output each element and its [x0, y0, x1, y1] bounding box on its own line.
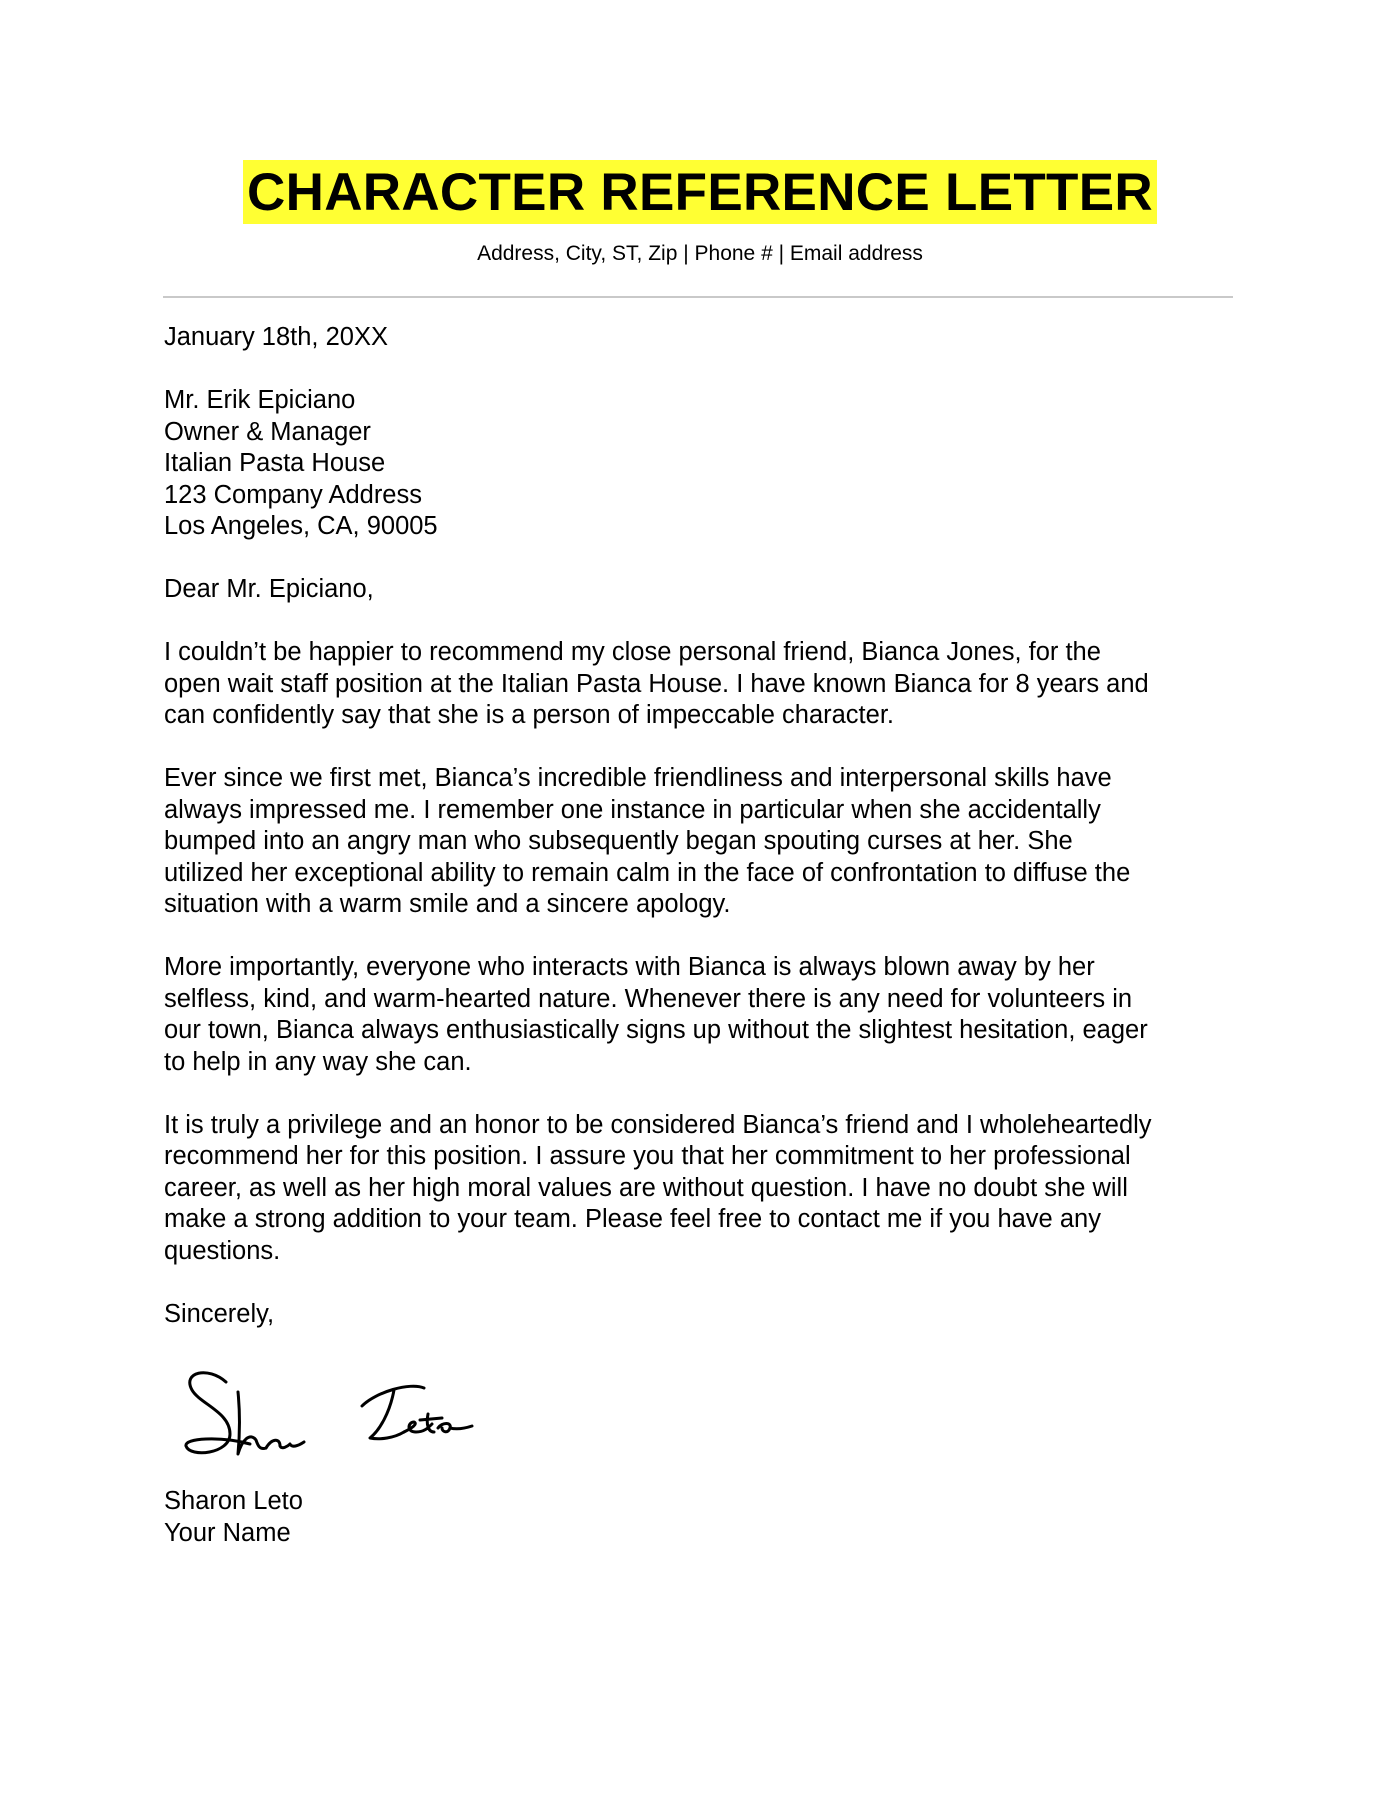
closing: Sincerely, [164, 1299, 275, 1328]
recipient-name: Mr. Erik Epiciano [164, 386, 356, 414]
recipient-company: Italian Pasta House [164, 449, 386, 477]
paragraph-line: can confidently say that she is a person of impeccable character. [164, 701, 894, 729]
paragraph-line: make a strong addition to your team. Please feel free to contact me if you have any [164, 1205, 1101, 1233]
signer-label: Your Name [164, 1518, 291, 1547]
paragraph-line: I couldn’t be happier to recommend my close personal friend, Bianca Jones, for the [164, 638, 1101, 666]
letter-body [164, 322, 1244, 1362]
recipient-block [164, 385, 1244, 543]
paragraph-4 [164, 1110, 1244, 1268]
signer-name: Sharon Leto [164, 1487, 303, 1515]
paragraph-line: our town, Bianca always enthusiastically signs up without the slightest hesitation, eager [164, 1016, 1148, 1044]
date-line: January 18th, 20XX [164, 323, 388, 351]
paragraph-2 [164, 763, 1244, 921]
paragraph-1 [164, 637, 1244, 732]
letter-title: CHARACTER REFERENCE LETTER [243, 160, 1157, 224]
header-divider [163, 296, 1233, 298]
paragraph-line: open wait staff position at the Italian Pasta House. I have known Bianca for 8 years and [164, 669, 1149, 698]
paragraph-line: It is truly a privilege and an honor to be considered Bianca’s friend and I wholeheartedly [164, 1110, 1152, 1139]
handwritten-signature [180, 1362, 500, 1472]
paragraph-line: to help in any way she can. [164, 1047, 472, 1076]
paragraph-line: bumped into an angry man who subsequently began spouting curses at her. She [164, 827, 1073, 855]
title-container [0, 160, 1400, 224]
recipient-city: Los Angeles, CA, 90005 [164, 512, 438, 540]
paragraph-line: questions. [164, 1236, 281, 1265]
paragraph-3 [164, 952, 1244, 1078]
contact-line: Address, City, ST, Zip | Phone # | Email address [477, 242, 923, 265]
signer-block [164, 1486, 303, 1549]
paragraph-line: recommend her for this position. I assure you that her commitment to her professional [164, 1142, 1131, 1170]
paragraph-line: career, as well as her high moral values are without question. I have no doubt she will [164, 1173, 1128, 1202]
paragraph-line: utilized her exceptional ability to remain calm in the face of confrontation to diffuse the [164, 858, 1131, 887]
salutation: Dear Mr. Epiciano, [164, 575, 374, 603]
paragraph-line: selfless, kind, and warm-hearted nature. Whenever there is any need for volunteers in [164, 984, 1133, 1013]
recipient-title: Owner & Manager [164, 417, 371, 446]
paragraph-line: situation with a warm smile and a sincere apology. [164, 890, 731, 918]
paragraph-line: Ever since we first met, Bianca’s incredible friendliness and interpersonal skills have [164, 764, 1112, 792]
paragraph-line: always impressed me. I remember one instance in particular when she accidentally [164, 795, 1101, 824]
paragraph-line: More importantly, everyone who interacts with Bianca is always blown away by her [164, 953, 1095, 981]
recipient-address: 123 Company Address [164, 480, 422, 509]
